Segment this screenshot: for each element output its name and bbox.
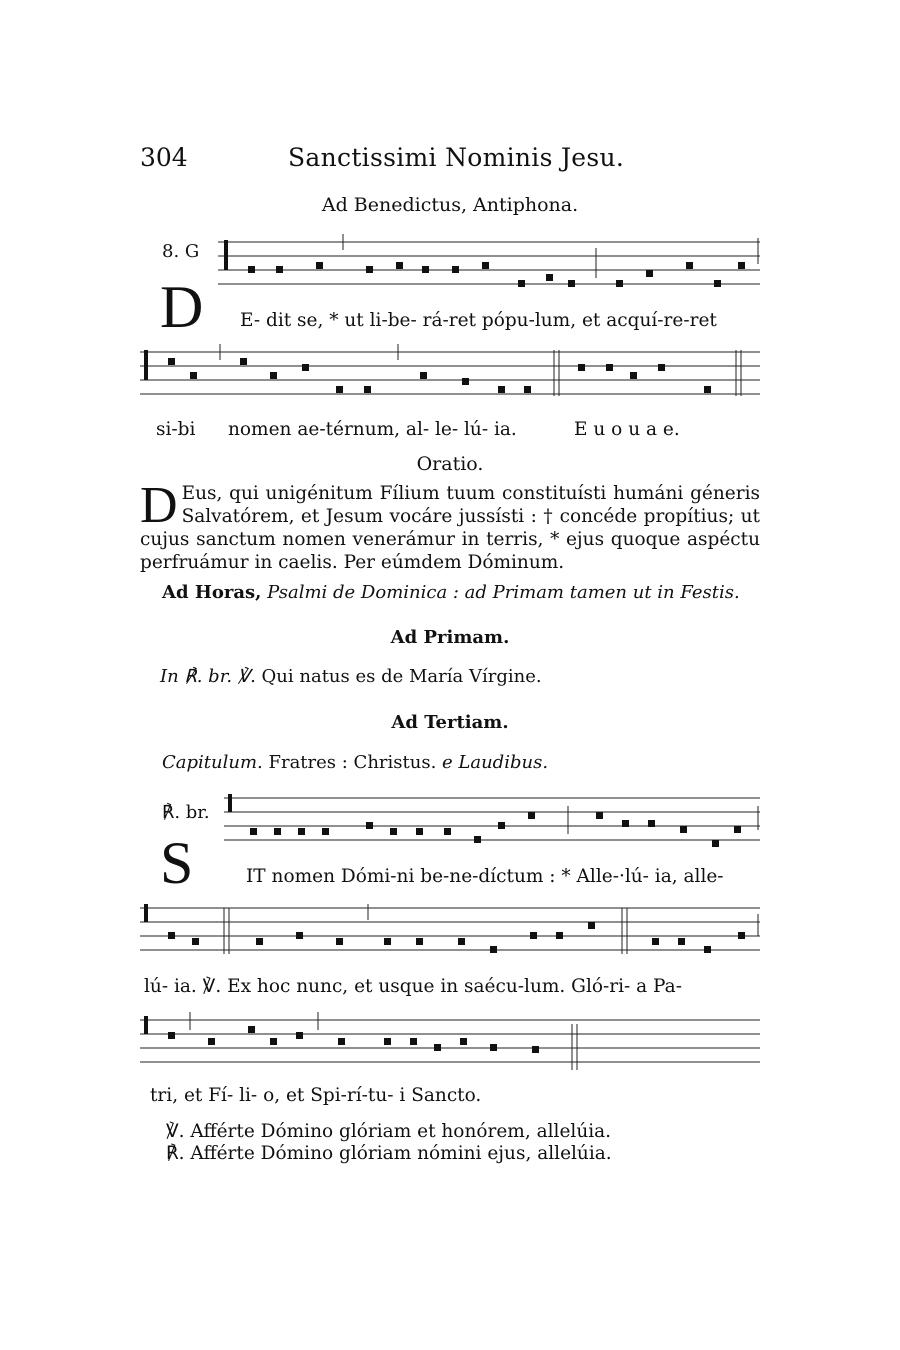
ad-horas-line <box>162 582 740 603</box>
capitulum-line <box>162 752 548 773</box>
chant-staff-2 <box>140 344 760 404</box>
capitulum-text: Fratres : Christus. <box>268 752 437 773</box>
tertiam-lyric-1: IT nomen Dómi-ni be-ne-díctum : * Alle-·lú- ia, alle- <box>246 866 724 887</box>
primam-heading: Ad Primam. <box>390 627 510 648</box>
tertiam-versicle: ℣. Afférte Dómino glóriam et honórem, allelúia. <box>166 1121 612 1142</box>
oratio-paragraph <box>140 477 760 574</box>
tertiam-lyric-2: lú- ia. ℣. Ex hoc nunc, et usque in saécu-lum. Gló-ri- a Pa- <box>144 976 682 997</box>
chant-staff-5 <box>140 1012 760 1072</box>
page-number: 304 <box>140 143 188 172</box>
primam-intro: In ℟. br. ℣. <box>160 666 256 687</box>
oratio-initial: D <box>140 477 178 534</box>
oratio-text: Eus, qui unigénitum Fílium tuum constituísti humáni géneris Salvatórem, et Jesum vocáre jussísti : † concéde propítius; ut cujus sanctum nomen venerámur in terris, * ejus quoque aspéctu perfruámur in caelis. Per eúmdem Dóminum. <box>140 483 760 573</box>
mode-label: 8. G <box>162 241 200 262</box>
capitulum-ref: e Laudibus. <box>442 752 549 773</box>
ad-horas-text: Psalmi de Dominica : ad Primam tamen ut in Festis. <box>267 582 740 603</box>
responsory-label: ℟. br. <box>162 802 210 823</box>
oratio-heading: Oratio. <box>416 453 484 475</box>
primam-line <box>160 666 542 687</box>
tertiam-initial: S <box>160 830 194 896</box>
euouae: E u o u a e. <box>574 419 680 440</box>
benedictus-lyric-1: E- dit se, * ut li-be- rá-ret pópu-lum, et acquí-re-ret <box>240 310 717 331</box>
tertiam-response: ℟. Afférte Dómino glóriam nómini ejus, allelúia. <box>166 1143 612 1164</box>
tertiam-heading: Ad Tertiam. <box>391 712 509 733</box>
ad-horas-label: Ad Horas, <box>162 582 262 603</box>
chant-staff-1 <box>140 234 760 298</box>
page-title: Sanctissimi Nominis Jesu. <box>288 143 625 172</box>
chant-staff-4 <box>140 900 760 960</box>
benedictus-lyric-2a: si-bi <box>156 419 196 440</box>
chant-staff-3 <box>140 790 760 854</box>
primam-text: Qui natus es de María Vírgine. <box>261 666 542 687</box>
benedictus-initial: D <box>160 274 204 340</box>
capitulum-label: Capitulum. <box>162 752 263 773</box>
tertiam-lyric-3: tri, et Fí- li- o, et Spi-rí-tu- i Sancto. <box>150 1085 482 1106</box>
benedictus-lyric-2b: nomen ae-térnum, al- le- lú- ia. <box>228 419 517 440</box>
benedictus-heading: Ad Benedictus, Antiphona. <box>321 194 579 216</box>
